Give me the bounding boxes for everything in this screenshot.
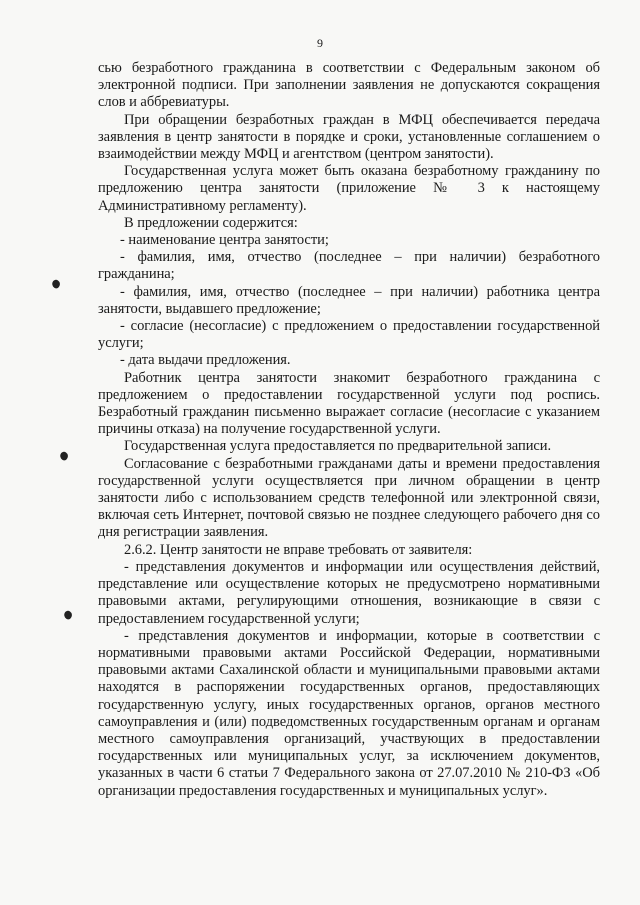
margin-mark bbox=[58, 450, 69, 461]
paragraph: В предложении содержится: bbox=[124, 214, 298, 231]
paragraph: Согласование с безработными гражданами даты и времени предоставления государственной услуги осуществляется при личном обращении в центр занятости либо с использованием средств телефонной или электронной связи, включая сеть Интернет, почтовой связью не позднее следующего рабочего дня со дня регистрации заявления. bbox=[98, 455, 600, 541]
paragraph: - представления документов и информации или осуществления действий, представление или осуществление которых не предусмотрено нормативными правовыми актами, регулирующими отношения, возникающие в связи с предоставлением государственной услуги; bbox=[98, 558, 600, 627]
paragraph: Государственная услуга предоставляется по предварительной записи. bbox=[124, 438, 552, 455]
paragraph: - представления документов и информации, которые в соответствии с нормативными правовыми актами Российской Федерации, нормативными правовыми актами Сахалинской области и муниципальными правовыми актами находятся в распоряжении государственных органов, предоставляющих государственную услугу, иных государственных органов, органов местного самоуправления и (или) подведомственных государственным органам и органам местного самоуправления организаций, участвующих в предоставлении государственных или муниципальных услуг, за исключением документов, указанных в части 6 статьи 7 Федерального закона от 27.07.2010 № 210-ФЗ «Об организации предоставления государственных и муниципальных услуг». bbox=[98, 627, 600, 799]
margin-mark bbox=[50, 278, 61, 289]
paragraph: - фамилия, имя, отчество (последнее – при наличии) безработного гражданина; bbox=[98, 249, 600, 283]
paragraph: - наименование центра занятости; bbox=[120, 232, 329, 249]
paragraph: При обращении безработных граждан в МФЦ обеспечивается передача заявления в центр занятости в порядке и сроки, установленные соглашением о взаимодействии между МФЦ и агентством (центром занятости). bbox=[98, 111, 600, 163]
paragraph: 2.6.2. Центр занятости не вправе требовать от заявителя: bbox=[124, 541, 473, 558]
paragraph: - согласие (несогласие) с предложением о предоставлении государственной услуги; bbox=[98, 318, 600, 352]
paragraph: - дата выдачи предложения. bbox=[120, 352, 291, 369]
paragraph: сью безработного гражданина в соответствии с Федеральным законом об электронной подписи. При заполнении заявления не допускаются сокращения слов и аббревиатуры. bbox=[98, 60, 600, 111]
paragraph: Работник центра занятости знакомит безработного гражданина с предложением о предоставлении государственной услуги под роспись. Безработный гражданин письменно выражает согласие (несогласие с указанием причины отказа) на получение государственной услуги. bbox=[98, 369, 600, 438]
paragraph: - фамилия, имя, отчество (последнее – при наличии) работника центра занятости, выдавшего предложение; bbox=[98, 283, 600, 317]
margin-mark bbox=[62, 609, 73, 620]
page-number: 9 bbox=[317, 36, 323, 50]
document-body bbox=[98, 60, 600, 800]
paragraph: Государственная услуга может быть оказана безработному гражданину по предложению центра занятости (приложение № 3 к настоящему Административному регламенту). bbox=[98, 163, 600, 214]
